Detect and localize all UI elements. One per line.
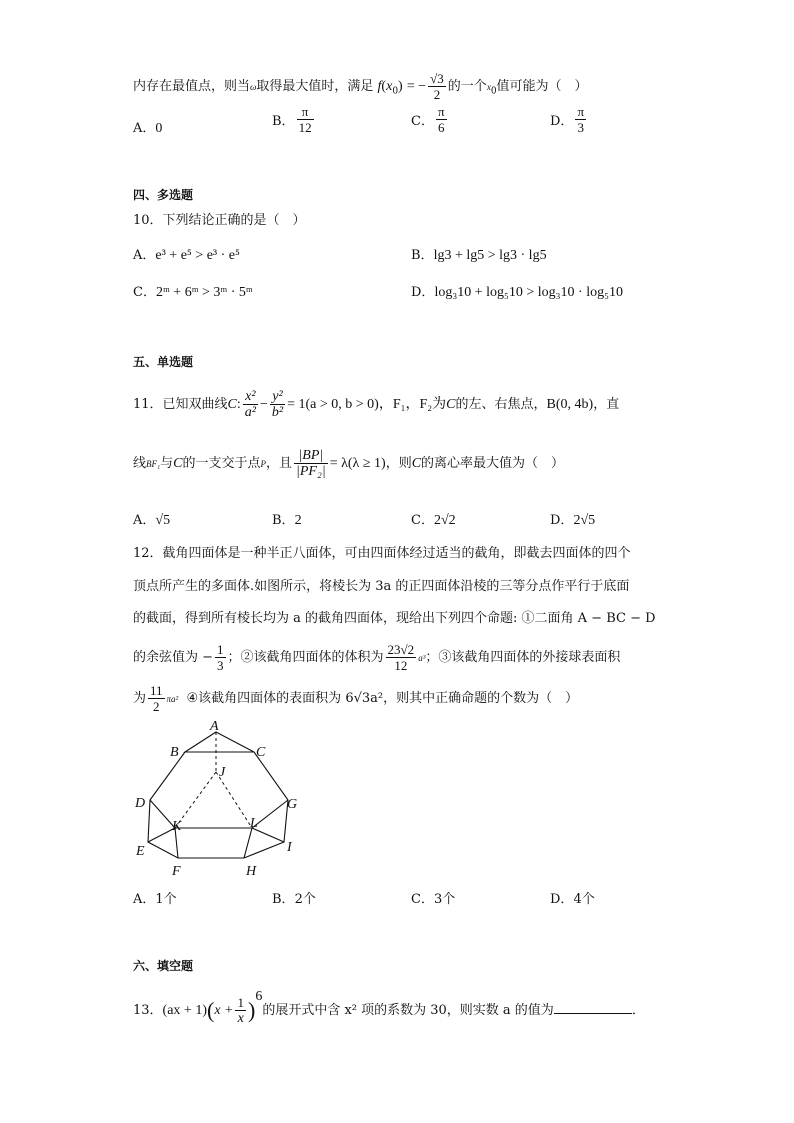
q11-foci: ，F₁，F₂为 [378, 397, 447, 412]
vertex-label-c: C [256, 745, 266, 760]
q12-text: ；③该截角四面体的外接球表面积 [425, 650, 621, 665]
vertex-label-h: H [246, 864, 257, 878]
option-letter: B． [411, 248, 434, 263]
q12-option-d[interactable] [550, 888, 595, 907]
option-letter: D． [411, 285, 435, 300]
q11-foci-desc: 的左、右焦点， [455, 397, 547, 412]
surface-fraction [148, 683, 165, 714]
ratio-fraction [294, 448, 328, 479]
section-6-heading: 六、填空题 [133, 959, 194, 973]
vertex-label-l: L [250, 816, 258, 831]
option-letter: B． [272, 114, 295, 129]
option-text: 3个 [433, 892, 456, 907]
q12-line-3: 的截面，得到所有棱长均为 a 的截角四面体，现给出下列四个命题: ①二面角 A − BC − D [133, 611, 656, 626]
cos-fraction [215, 642, 226, 673]
q11-line-1: 11．已知双曲线C: $\frac{\text{x²}}{\text{a²}}$ − $\frac{\text{y²}}{\text{b²}}$ = 1(a > 0, b > 0)，F₁，F₂为C的左、右焦点，B(0, 4b)，直 [133, 389, 620, 420]
q9-text-1: 内存在最值点，则当 [133, 79, 251, 94]
vertex-label-a: A [210, 719, 219, 734]
q12-line-1: 12．截角四面体是一种半正八面体，可由四面体经过适当的截角，即截去四面体的四个 [133, 546, 631, 561]
option-text: log₃10 + log₅10 > log₃10 · log₅10 [434, 285, 623, 300]
frac-den: 3 [577, 120, 584, 135]
frac-den: b² [271, 405, 284, 420]
q11-text: ，则 [385, 456, 412, 471]
frac-den: x [237, 1011, 244, 1026]
q11-text: 的一支交于点 [182, 456, 261, 471]
frac-num: x² [243, 389, 258, 405]
vertex-label-i: I [287, 840, 292, 855]
option-letter: D． [550, 513, 574, 528]
q12-option-a[interactable] [133, 888, 177, 907]
y2-b2-fraction [270, 389, 285, 420]
vertex-label-f: F [172, 864, 181, 878]
option-letter: A． [133, 121, 156, 136]
q9-text-3: 的一个 [447, 79, 487, 94]
option-text: 2个 [294, 892, 316, 907]
q9-option-d[interactable] [550, 104, 588, 135]
lambda-condition: = λ(λ ≥ 1) [329, 456, 386, 471]
section-5-heading: 五、单选题 [133, 355, 194, 369]
q11-line-end: ，直 [593, 397, 620, 412]
q11-option-c[interactable] [411, 509, 456, 529]
c-symbol: C [227, 397, 237, 412]
q12-text: ；②该截角四面体的体积为 [227, 650, 384, 665]
option-letter: C． [411, 892, 434, 907]
x0-symbol: x [386, 79, 393, 94]
q9-option-c[interactable] [411, 104, 449, 135]
x0-sub: 0 [392, 86, 399, 97]
option-letter: A． [133, 892, 156, 907]
q9-option-a[interactable] [133, 117, 162, 137]
q11-number: 11．已知双曲线 [133, 397, 228, 412]
q11-text: 线 [133, 456, 147, 471]
frac-den: 6 [437, 120, 445, 135]
option-letter: D． [550, 892, 574, 907]
c-symbol: C [446, 397, 456, 412]
vertex-label-k: K [172, 819, 182, 834]
frac-num: 23√2 [387, 642, 415, 657]
vertex-label-d: D [135, 796, 146, 811]
q9-option-b[interactable] [272, 104, 316, 135]
option-text: 2√2 [433, 513, 456, 528]
q13-x-plus: x + [214, 1003, 234, 1018]
a3-symbol: a³ [418, 653, 426, 663]
q9-text-4: 值可能为（ ） [496, 79, 588, 94]
vertex-label-g: G [287, 797, 298, 812]
q11-text: 与 [160, 456, 174, 471]
q9-text-2: 取得最大值时，满足 [256, 79, 374, 94]
answer-blank[interactable] [554, 1001, 632, 1014]
q10-option-a[interactable] [133, 244, 240, 264]
truncated-tetrahedron-figure [130, 718, 330, 878]
x2-a2-fraction [243, 389, 258, 420]
q9-frac-den: 2 [433, 87, 441, 102]
option-text: 1个 [155, 892, 177, 907]
option-value: 0 [155, 121, 163, 136]
option-text: e³ + e⁵ > e³ · e⁵ [155, 248, 240, 263]
q11-text: ，且 [266, 456, 293, 471]
q12-option-c[interactable] [411, 888, 455, 907]
q13-fraction [235, 995, 246, 1026]
option-fraction [575, 104, 586, 135]
q12-line-2: 顶点所产生的多面体.如图所示，将棱长为 3a 的正四面体沿棱的三等分点作平行于底面 [133, 579, 630, 594]
section-4-heading: 四、多选题 [133, 188, 194, 202]
frac-den: 2 [153, 699, 160, 714]
frac-num: 1 [217, 642, 224, 657]
q12-line-5 [133, 683, 578, 714]
frac-den: 12 [394, 658, 408, 673]
q11-text: 的离心率最大值为（ ） [421, 456, 565, 471]
frac-num: π [577, 104, 585, 119]
vertex-label-j: J [219, 765, 226, 780]
frac-num: π [297, 104, 314, 120]
q9-fraction [428, 71, 446, 102]
pi-a2-symbol: πa² [166, 694, 179, 704]
volume-fraction [386, 642, 417, 673]
q9-frac-num: √3 [430, 71, 444, 86]
vertex-label-e: E [136, 844, 145, 859]
q11-line-2 [133, 448, 564, 479]
option-text: 4个 [573, 892, 595, 907]
q12-text: ④该截角四面体的表面积为 6√3a²，则其中正确命题的个数为（ ） [186, 691, 579, 706]
vertex-label-b: B [170, 745, 179, 760]
q12-text: 为 [133, 691, 147, 706]
p-symbol: P [260, 459, 267, 469]
q12-line-4 [133, 642, 620, 673]
q9-stem: 内存在最值点，则当ω取得最大值时，满足 $f(x_0)$ = − $\frac{√3}{2}$ 的一个$x_0$值可能为（ ） [133, 71, 588, 102]
q10-option-b[interactable] [411, 244, 547, 264]
option-text: 2√5 [573, 513, 596, 528]
figure-hidden-edges [175, 732, 252, 828]
bf1-symbol: BF₁ [146, 459, 161, 469]
omega-symbol: ω [250, 82, 257, 92]
q10-option-d[interactable] [411, 281, 623, 301]
frac-num: π [437, 104, 445, 119]
c-symbol: C [411, 456, 422, 471]
frac-den: a² [244, 405, 256, 420]
q11-option-d[interactable] [550, 509, 595, 529]
frac-num: 11 [150, 683, 163, 698]
option-fraction [436, 104, 447, 135]
x0-inline-sub: 0 [490, 86, 497, 97]
option-letter: B． [272, 513, 295, 528]
frac-den: |PF₂| [296, 464, 326, 479]
q13-text: 的展开式中含 x² 项的系数为 30，则实数 a 的值为 [262, 1003, 554, 1018]
q13-end: ． [631, 1003, 645, 1018]
option-letter: D． [550, 114, 574, 129]
option-text: 2ᵐ + 6ᵐ > 3ᵐ · 5ᵐ [155, 285, 253, 300]
q12-text: 的余弦值为 − [133, 650, 214, 665]
frac-den: 12 [298, 120, 312, 135]
frac-num: 1 [237, 995, 244, 1010]
c-symbol: C [173, 456, 183, 471]
q11-option-b[interactable] [272, 509, 302, 529]
option-text: 2 [294, 513, 302, 528]
q10-stem: 10．下列结论正确的是（ ） [133, 213, 306, 228]
frac-num: |BP| [294, 448, 328, 464]
f-symbol: f [377, 79, 382, 94]
frac-num: y² [270, 389, 285, 405]
q13-stem: 13．(ax + 1)(x + $\frac{1}{x}$ )$^6$的展开式中含 x² 项的系数为 30，则实数 a 的值为 ． [133, 989, 645, 1026]
option-letter: C． [411, 513, 434, 528]
q11-condition: = 1(a > 0, b > 0) [287, 397, 379, 412]
q12-option-b[interactable] [272, 888, 316, 907]
q13-number: 13． [133, 1003, 163, 1018]
option-letter: A． [133, 248, 156, 263]
option-letter: C． [133, 285, 156, 300]
q10-option-c[interactable] [133, 281, 253, 301]
figure-solid-edges [148, 732, 288, 858]
q13-power: 6 [255, 989, 263, 1004]
option-text: √5 [155, 513, 171, 528]
q13-factor: (ax + 1) [162, 1003, 207, 1018]
point-b: B(0, 4b) [546, 397, 594, 412]
option-letter: C． [411, 114, 434, 129]
q11-option-a[interactable] [133, 509, 170, 529]
frac-den: 3 [217, 658, 224, 673]
option-fraction [297, 104, 314, 135]
option-letter: A． [133, 513, 156, 528]
option-text: lg3 + lg5 > lg3 · lg5 [433, 248, 547, 263]
x0-inline: x [486, 82, 491, 92]
option-letter: B． [272, 892, 295, 907]
q9-equals: = − [406, 79, 427, 94]
